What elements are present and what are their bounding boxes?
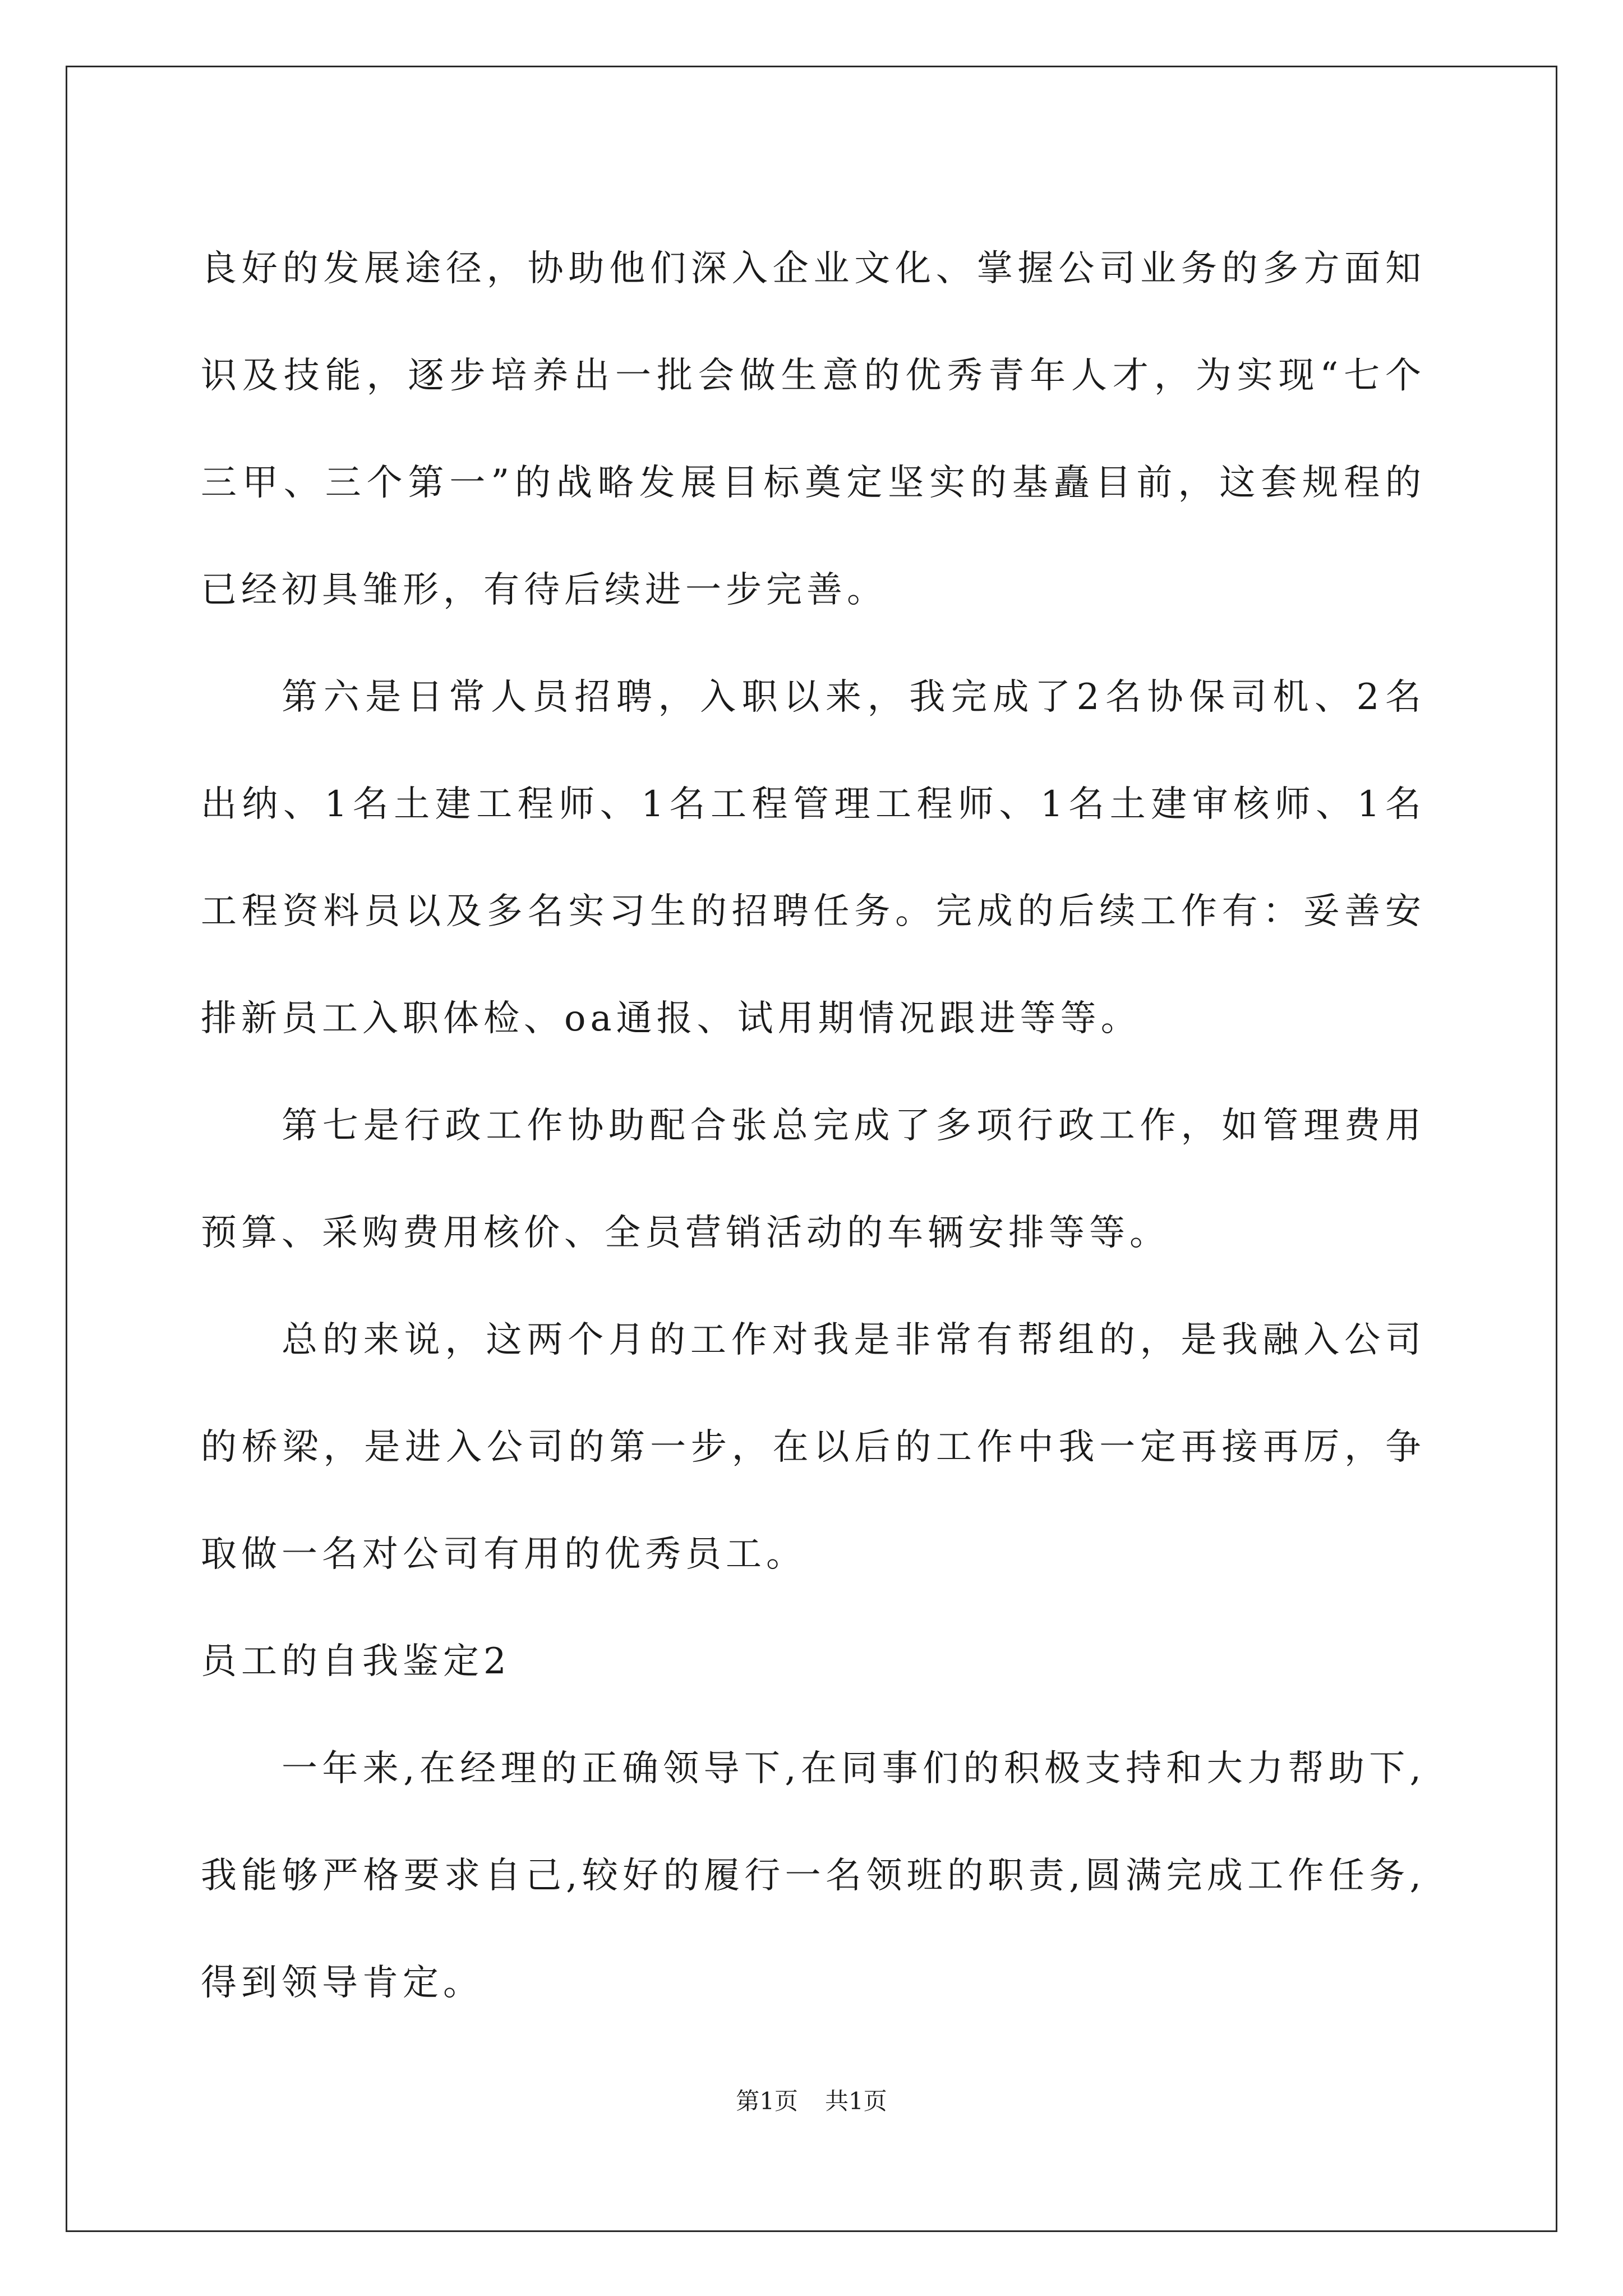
paragraph-continuation: 良好的发展途径，协助他们深入企业文化、掌握公司业务的多方面知识及技能，逐步培养出一批会做生意的优秀青年人才，为实现“七个三甲、三个第一”的战略发展目标奠定坚实的基矗目前，这套规程的已经初具雏形，有待后续进一步完善。 xyxy=(201,248,1426,611)
page-footer xyxy=(0,2085,1623,2118)
page-total: 共1页 xyxy=(825,2087,887,2115)
paragraph-summary: 总的来说，这两个月的工作对我是非常有帮组的，是我融入公司的桥梁，是进入公司的第一步，在以后的工作中我一定再接再厉，争取做一名对公司有用的优秀员工。 xyxy=(201,1319,1426,1575)
page-number: 第1页 xyxy=(736,2087,798,2115)
section-heading: 员工的自我鉴定2 xyxy=(201,1641,511,1682)
paragraph-year-review: 一年来,在经理的正确领导下,在同事们的积极支持和大力帮助下,我能够严格要求自己,较好的履行一名领班的职责,圆满完成工作任务,得到领导肯定。 xyxy=(201,1748,1426,2004)
paragraph-administration: 第七是行政工作协助配合张总完成了多项行政工作，如管理费用预算、采购费用核价、全员营销活动的车辆安排等等。 xyxy=(201,1105,1426,1254)
paragraph-recruitment: 第六是日常人员招聘，入职以来，我完成了2名协保司机、2名出纳、1名土建工程师、1名工程管理工程师、1名土建审核师、1名工程资料员以及多名实习生的招聘任务。完成的后续工作有：妥善安排新员工入职体检、oa通报、试用期情况跟进等等。 xyxy=(201,677,1426,1039)
document-body xyxy=(201,215,1426,2037)
